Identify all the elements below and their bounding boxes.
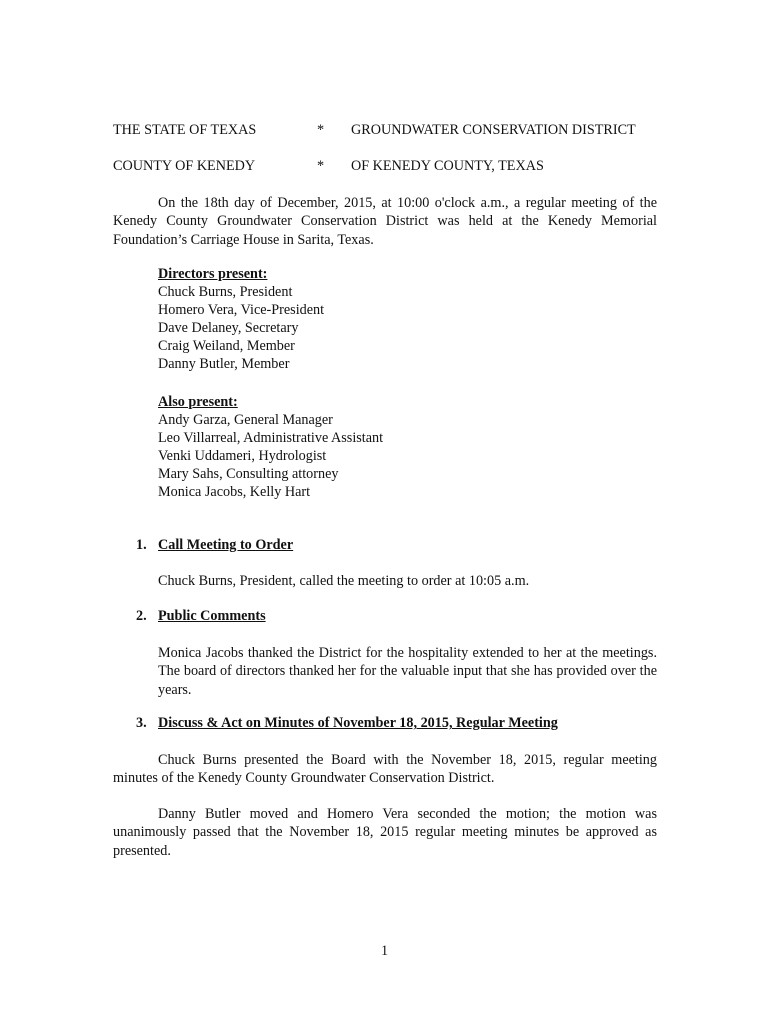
attendee-item: Andy Garza, General Manager: [158, 412, 333, 428]
attendee-item: Venki Uddameri, Hydrologist: [158, 448, 327, 464]
header-county: COUNTY OF KENEDY: [113, 158, 256, 174]
attendee-item: Leo Villarreal, Administrative Assistant: [158, 430, 384, 446]
header-star-1: *: [317, 122, 325, 138]
section-paragraph: Monica Jacobs thanked the District for the hospitality extended to her at the meetings. The board of directors thanked her for the valuable input that she has provided over the years.: [158, 645, 657, 698]
header-county-texas: OF KENEDY COUNTY, TEXAS: [351, 158, 544, 174]
director-item: Homero Vera, Vice-President: [158, 302, 325, 318]
header-state: THE STATE OF TEXAS: [113, 122, 257, 138]
section-title: Public Comments: [158, 608, 266, 624]
attendee-item: Mary Sahs, Consulting attorney: [158, 466, 339, 482]
section-title: Discuss & Act on Minutes of November 18, 2015, Regular Meeting: [158, 715, 558, 731]
section-number: 1.: [136, 537, 147, 553]
header-district: GROUNDWATER CONSERVATION DISTRICT: [351, 122, 636, 138]
section-number: 3.: [136, 715, 147, 731]
director-item: Dave Delaney, Secretary: [158, 320, 299, 336]
intro-paragraph: On the 18th day of December, 2015, at 10:00 o'clock a.m., a regular meeting of the Kenedy County Groundwater Conservation District was held at the Kenedy Memorial Foundation’s Carriage House in Sarita, Texas.: [113, 195, 657, 248]
section-number: 2.: [136, 608, 147, 624]
section-paragraph: Chuck Burns presented the Board with the November 18, 2015, regular meeting minutes of the Kenedy County Groundwater Conservation District.: [113, 752, 657, 787]
section-title: Call Meeting to Order: [158, 537, 294, 553]
header-star-2: *: [317, 158, 325, 174]
attendee-item: Monica Jacobs, Kelly Hart: [158, 484, 311, 500]
section-paragraph: Chuck Burns, President, called the meeting to order at 10:05 a.m.: [158, 573, 530, 589]
director-item: Craig Weiland, Member: [158, 338, 295, 354]
director-item: Chuck Burns, President: [158, 284, 293, 300]
section-paragraph: Danny Butler moved and Homero Vera seconded the motion; the motion was unanimously passed that the November 18, 2015 regular meeting minutes be approved as presented.: [113, 806, 657, 859]
page-number: 1: [381, 943, 389, 959]
also-present-heading: Also present:: [158, 394, 238, 410]
directors-heading: Directors present:: [158, 266, 268, 282]
director-item: Danny Butler, Member: [158, 356, 290, 372]
